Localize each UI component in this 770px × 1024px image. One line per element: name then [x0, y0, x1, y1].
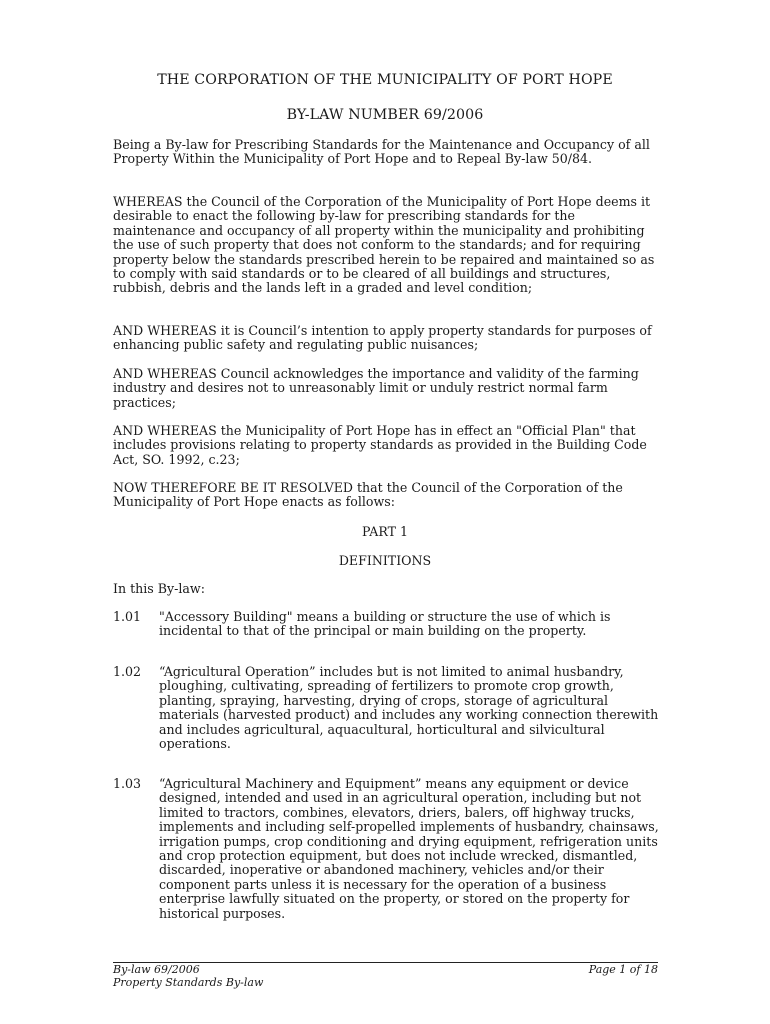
intro-paragraph: Being a By-law for Prescribing Standards for the Maintenance and Occupancy of all Property Within the Municipality of Port Hope and to Repeal By-law 50/84. [113, 137, 650, 167]
whereas-paragraph-3: AND WHEREAS Council acknowledges the importance and validity of the farming industry and desires not to unreasonably limit or unduly restrict normal farm practices; [113, 366, 639, 410]
definition-number: 1.03 [113, 776, 142, 791]
whereas-paragraph-2: AND WHEREAS it is Council’s intention to apply property standards for purposes of enhancing public safety and regulating public nuisances; [113, 323, 652, 353]
definition-text: “Agricultural Operation” includes but is not limited to animal husbandry, ploughing, cultivating, spreading of fertilizers to promote crop growth, planting, spraying, harvesting, drying of crops, storage of agricultural materials (harvested product) and includes any working connection therewith and includes agricultural, aquacultural, horticultural and silvicultural operations. [159, 664, 659, 752]
footer-bylaw-ref: By-law 69/2006 [113, 963, 200, 976]
document-heading: THE CORPORATION OF THE MUNICIPALITY OF PORT HOPE [157, 72, 613, 88]
part-heading: PART 1 [361, 524, 409, 539]
footer-left [113, 963, 263, 989]
whereas-paragraph-1: WHEREAS the Council of the Corporation of the Municipality of Port Hope deems it desirable to enact the following by-law for prescribing standards for the maintenance and occupancy of all property within the municipality and prohibiting the use of such property that does not conform to the standards; and for requiring property below the standards prescribed herein to be repaired and maintained so as to comply with said standards or to be cleared of all buildings and structures, rubbish, debris and the lands left in a graded and level condition; [113, 194, 655, 296]
definition-text: "Accessory Building" means a building or structure the use of which is incidental to that of the principal or main building on the property. [159, 609, 611, 639]
whereas-paragraph-4: AND WHEREAS the Municipality of Port Hope has in effect an "Official Plan" that includes provisions relating to property standards as provided in the Building Code Act, SO. 1992, c.23; [113, 423, 647, 467]
definition-number: 1.01 [113, 609, 142, 624]
bylaw-number: BY-LAW NUMBER 69/2006 [286, 107, 484, 123]
section-heading: DEFINITIONS [338, 553, 432, 568]
definition-number: 1.02 [113, 664, 142, 679]
in-this-bylaw: In this By-law: [113, 581, 205, 596]
resolved-paragraph: NOW THEREFORE BE IT RESOLVED that the Council of the Corporation of the Municipality of Port Hope enacts as follows: [113, 480, 623, 510]
definition-text: “Agricultural Machinery and Equipment” means any equipment or device designed, intended and used in an agricultural operation, including but not limited to tractors, combines, elevators, driers, balers, off highway trucks, implements and including self-propelled implements of husbandry, chainsaws, irrigation pumps, crop conditioning and drying equipment, refrigeration units and crop protection equipment, but does not include wrecked, dismantled, discarded, inoperative or abandoned machinery, vehicles and/or their component parts unless it is necessary for the operation of a business enterprise lawfully situated on the property, or stored on the property for historical purposes. [159, 776, 659, 921]
footer-doc-name: Property Standards By-law [113, 976, 264, 989]
footer-page-number: Page 1 of 18 [588, 963, 658, 976]
